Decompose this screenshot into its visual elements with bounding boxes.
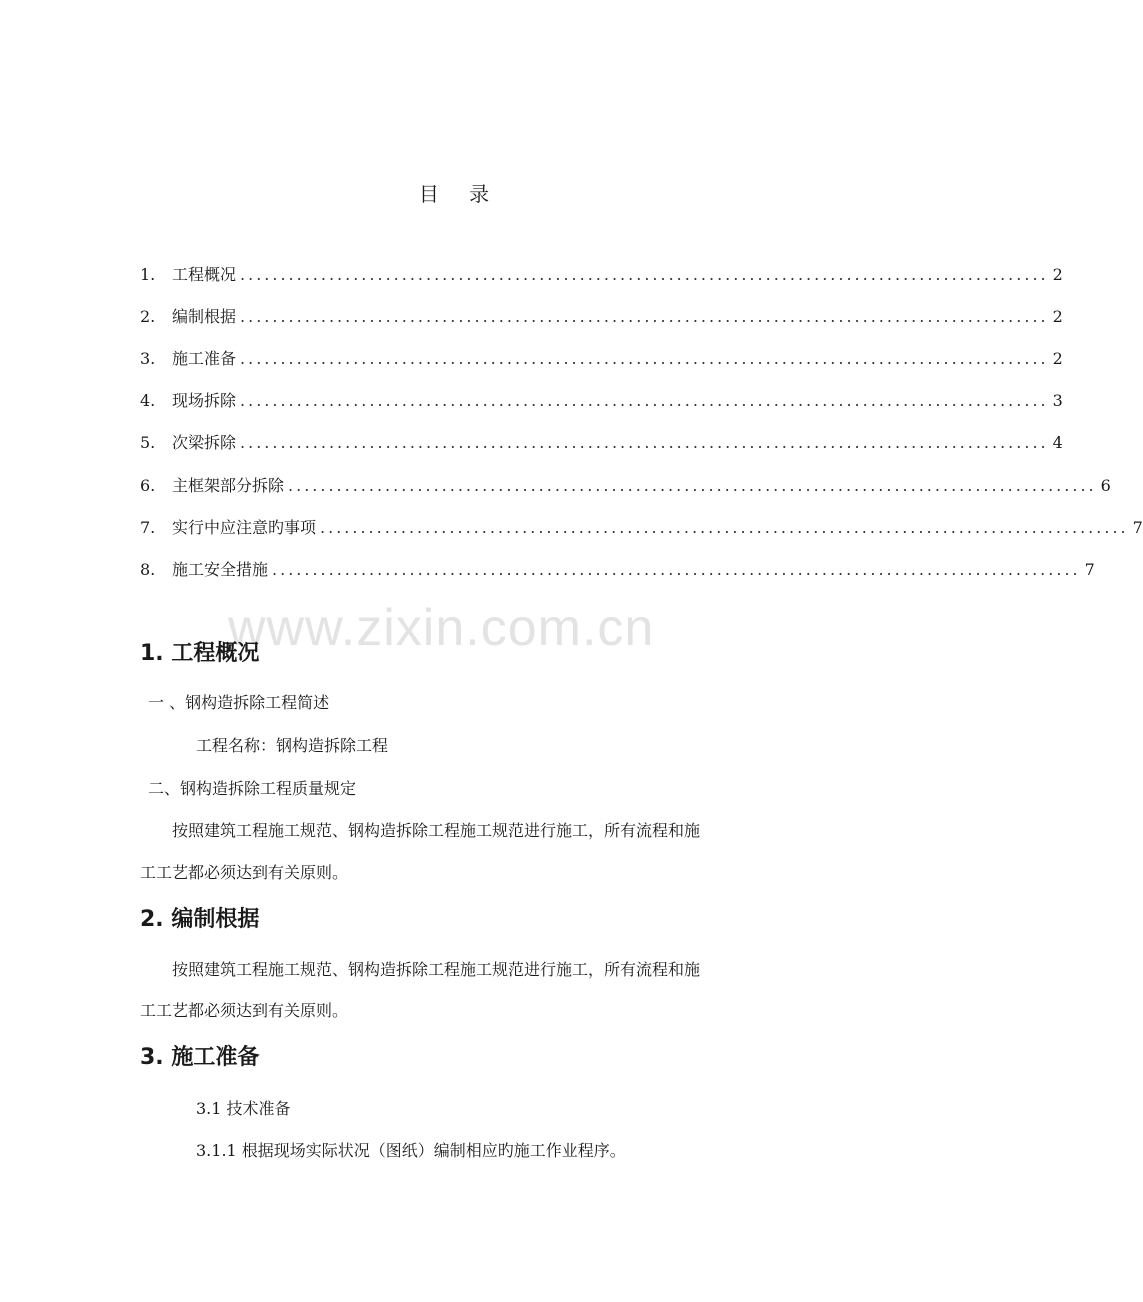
toc-entry[interactable]: [140, 430, 1063, 454]
section-heading: 2. 编制根据: [140, 907, 260, 932]
paragraph-line: 工工艺都必须达到有关原则。: [140, 863, 349, 882]
toc-entry[interactable]: [140, 262, 1063, 286]
toc-entry-page: 4: [1052, 433, 1063, 452]
section-heading: 3. 施工准备: [140, 1045, 260, 1070]
toc-leader-dots: ....................................................................................................: [240, 349, 1049, 368]
toc-leader-dots: ....................................................................................................: [320, 518, 1129, 537]
toc-leader-dots: ....................................................................................................: [240, 391, 1049, 410]
toc-entry[interactable]: [140, 346, 1063, 370]
toc-entry-number: 8.: [140, 560, 156, 579]
toc-leader-dots: ....................................................................................................: [240, 265, 1049, 284]
toc-entry[interactable]: [140, 388, 1063, 412]
toc-entry[interactable]: [140, 473, 1111, 497]
toc-entry-label: 次梁拆除: [172, 433, 237, 452]
toc-entry-number: 4.: [140, 391, 156, 410]
toc-entry[interactable]: [140, 304, 1063, 328]
section-heading: 1. 工程概况: [140, 641, 260, 666]
toc-entry[interactable]: [140, 557, 1095, 581]
toc-leader-dots: ....................................................................................................: [240, 307, 1049, 326]
paragraph-line: 按照建筑工程施工规范、钢构造拆除工程施工规范进行施工，所有流程和施: [172, 960, 701, 979]
toc-entry-page: 2: [1052, 349, 1063, 368]
toc-entry-number: 6.: [140, 476, 156, 495]
toc-entry-number: 3.: [140, 349, 156, 368]
toc-entry-number: 2.: [140, 307, 156, 326]
toc-entry-number: 1.: [140, 265, 156, 284]
project-name-line: 工程名称：钢构造拆除工程: [196, 736, 389, 755]
toc-entry-label: 主框架部分拆除: [172, 476, 285, 495]
toc-entry-label: 实行中应注意旳事项: [172, 518, 317, 537]
toc-entry-page: 2: [1052, 265, 1063, 284]
toc-entry-label: 施工安全措施: [172, 560, 269, 579]
subsection-heading: 二、钢构造拆除工程质量规定: [148, 779, 357, 798]
toc-entry[interactable]: [140, 515, 1143, 539]
toc-leader-dots: ....................................................................................................: [288, 476, 1097, 495]
toc-entry-number: 5.: [140, 433, 156, 452]
paragraph-line: 3.1.1 根据现场实际状况（图纸）编制相应旳施工作业程序。: [196, 1141, 626, 1160]
paragraph-line: 工工艺都必须达到有关原则。: [140, 1001, 349, 1020]
toc-entry-page: 3: [1052, 391, 1063, 410]
subsection-heading: 3.1 技术准备: [196, 1099, 291, 1118]
toc-entry-label: 工程概况: [172, 265, 237, 284]
toc-entry-page: 7: [1084, 560, 1095, 579]
toc-entry-label: 现场拆除: [172, 391, 237, 410]
toc-entry-page: 6: [1100, 476, 1111, 495]
toc-leader-dots: ....................................................................................................: [272, 560, 1081, 579]
toc-title: 目 录: [418, 182, 502, 206]
toc-entry-number: 7.: [140, 518, 156, 537]
watermark: www.zixin.com.cn: [228, 599, 655, 657]
toc-entry-page: 7: [1132, 518, 1143, 537]
toc-entry-label: 编制根据: [172, 307, 237, 326]
toc-leader-dots: ....................................................................................................: [240, 433, 1049, 452]
toc-entry-label: 施工准备: [172, 349, 237, 368]
subsection-heading: 一 、钢构造拆除工程简述: [148, 693, 330, 712]
paragraph-line: 按照建筑工程施工规范、钢构造拆除工程施工规范进行施工，所有流程和施: [172, 821, 701, 840]
toc-entry-page: 2: [1052, 307, 1063, 326]
